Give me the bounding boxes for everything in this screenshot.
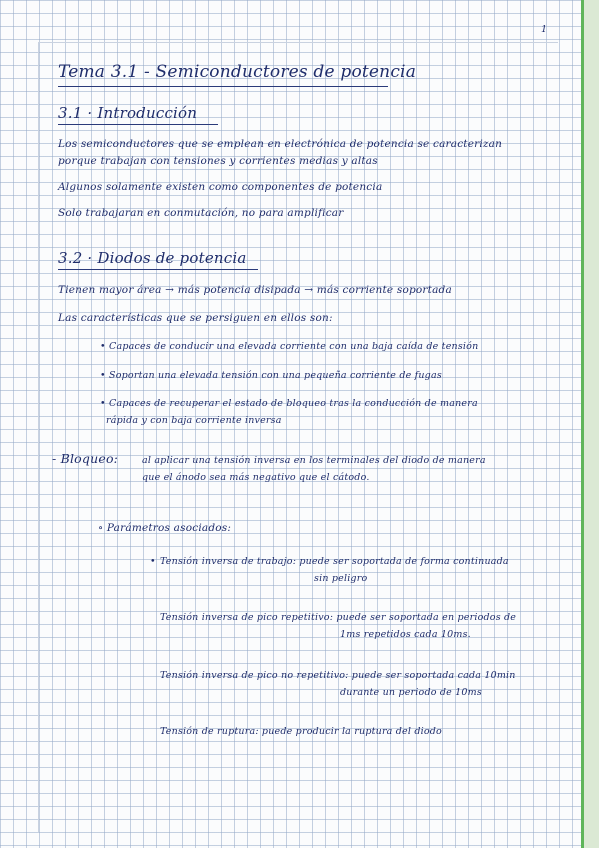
section-1-text: Algunos solamente existen como componentes de potencia <box>58 181 383 193</box>
section-2-text: Tienen mayor área → más potencia disipada → más corriente soportada <box>58 284 452 296</box>
section-2-heading: 3.2 · Diodos de potencia <box>58 249 247 267</box>
bloqueo-text: al aplicar una tensión inversa en los terminales del diodo de manera <box>142 455 486 466</box>
section-1-text: porque trabajan con tensiones y corrientes medias y altas <box>58 155 378 167</box>
top-rule <box>38 42 558 43</box>
list-item: • <box>150 556 156 567</box>
list-item: • Soportan una elevada tensión con una pequeña corriente de fugas <box>100 370 442 381</box>
section-1-heading: 3.1 · Introducción <box>58 104 198 122</box>
section-1-text: Los semiconductores que se emplean en electrónica de potencia se caracterizan <box>58 138 503 150</box>
param-text: Tensión inversa de trabajo: puede ser soportada de forma continuada <box>160 556 509 567</box>
page-title: Tema 3.1 - Semiconductores de potencia <box>58 62 417 82</box>
param-text: 1ms repetidos cada 10ms. <box>340 629 471 640</box>
section-2-text: Las características que se persiguen en ellos son: <box>58 312 333 324</box>
list-item: rápida y con baja corriente inversa <box>106 415 282 426</box>
list-item: • Capaces de recuperar el estado de bloqueo tras la conducción de manera <box>100 398 478 409</box>
parametros-heading: ∘ Parámetros asociados: <box>98 522 232 534</box>
section-1-underline <box>58 124 218 125</box>
param-text: Tensión inversa de pico repetitivo: puede ser soportada en periodos de <box>160 612 517 623</box>
page-edge-line <box>581 0 584 848</box>
title-underline <box>58 86 388 87</box>
param-text: Tensión inversa de pico no repetitivo: puede ser soportada cada 10min <box>160 670 516 681</box>
section-1-text: Solo trabajaran en conmutación, no para amplificar <box>58 207 344 219</box>
param-text: sin peligro <box>314 573 368 584</box>
list-item: • Capaces de conducir una elevada corriente con una baja caída de tensión <box>100 341 479 352</box>
param-text: Tensión de ruptura: puede producir la ruptura del diodo <box>160 726 442 737</box>
page-number: 1 <box>541 24 548 35</box>
param-text: durante un periodo de 10ms <box>340 687 482 698</box>
bloqueo-text: que el ánodo sea más negativo que el cátodo. <box>142 472 370 483</box>
bloqueo-label: - Bloqueo: <box>52 451 119 466</box>
margin-line <box>38 42 39 832</box>
section-2-underline <box>58 269 258 270</box>
